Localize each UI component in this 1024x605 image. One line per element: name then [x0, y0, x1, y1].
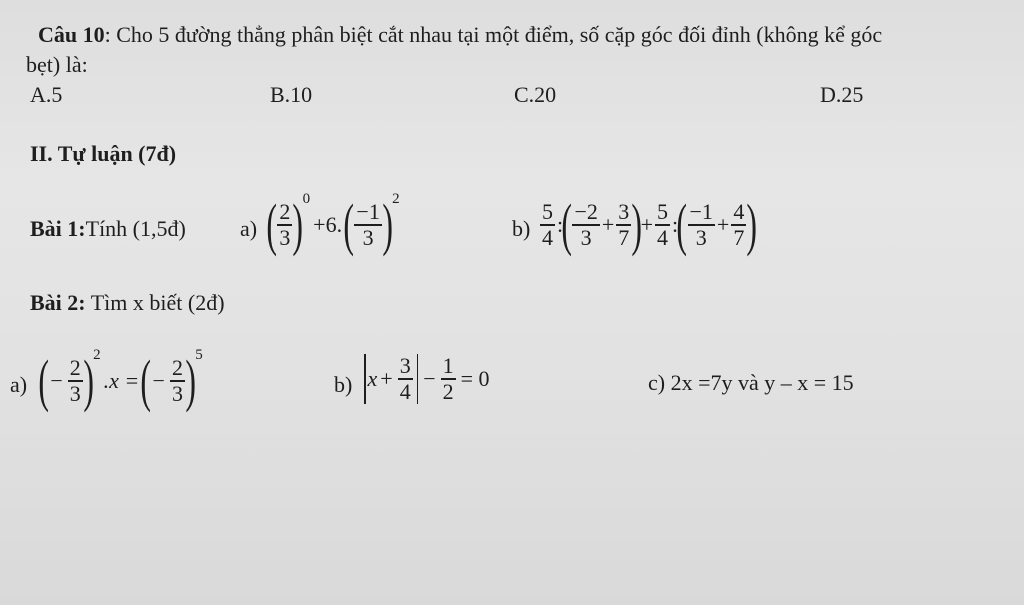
section-title: II. Tự luận (7đ): [30, 141, 177, 166]
option-c: C.20: [514, 82, 557, 107]
bai2-a-expression: ( − $\frac{2}{3}$ ) 2 .x = ( − $\frac{2}{3}$ ) 5: [38, 346, 203, 413]
bai1-b-expression: $\frac{5}{4}$ : ( $\frac{-2}{3}$ + $\frac{3}{7}$ ) + $\frac{5}{4}$ : ( $\frac{-1}{3}$ + $\frac{4}{7}$ ): [542, 192, 758, 257]
bai2-part-a: a): [10, 372, 28, 397]
question-10-line2: bẹt) là:: [26, 52, 88, 77]
bai1-part-a: a): [240, 216, 258, 241]
option-d: D.25: [820, 82, 864, 107]
question-10-line1: [38, 22, 882, 48]
question-text: : Cho 5 đường thẳng phân biệt cắt nhau tại một điểm, số cặp góc đối đỉnh (không kể góc: [104, 22, 883, 47]
bai1-a-expression: ( $\frac{2}{3}$ ) 0 +6. ( $\frac{-1}{3}$ ) 2: [266, 190, 400, 257]
bai1-part-b: b): [512, 216, 531, 241]
option-b: B.10: [270, 82, 313, 107]
bai1-title: Bài 1:Tính (1,5đ): [30, 216, 186, 241]
bai2-title: Bài 2: Tìm x biết (2đ): [30, 290, 225, 315]
option-a: A.5: [30, 82, 63, 107]
bai2-part-b: b): [334, 372, 353, 397]
bai2-part-c: c) 2x =7y và y – x = 15: [648, 370, 854, 395]
question-label: Câu 10: [38, 22, 105, 47]
bai2-b-expression: x + $\frac{3}{4}$ − $\frac{1}{2}$ = 0: [362, 354, 493, 409]
